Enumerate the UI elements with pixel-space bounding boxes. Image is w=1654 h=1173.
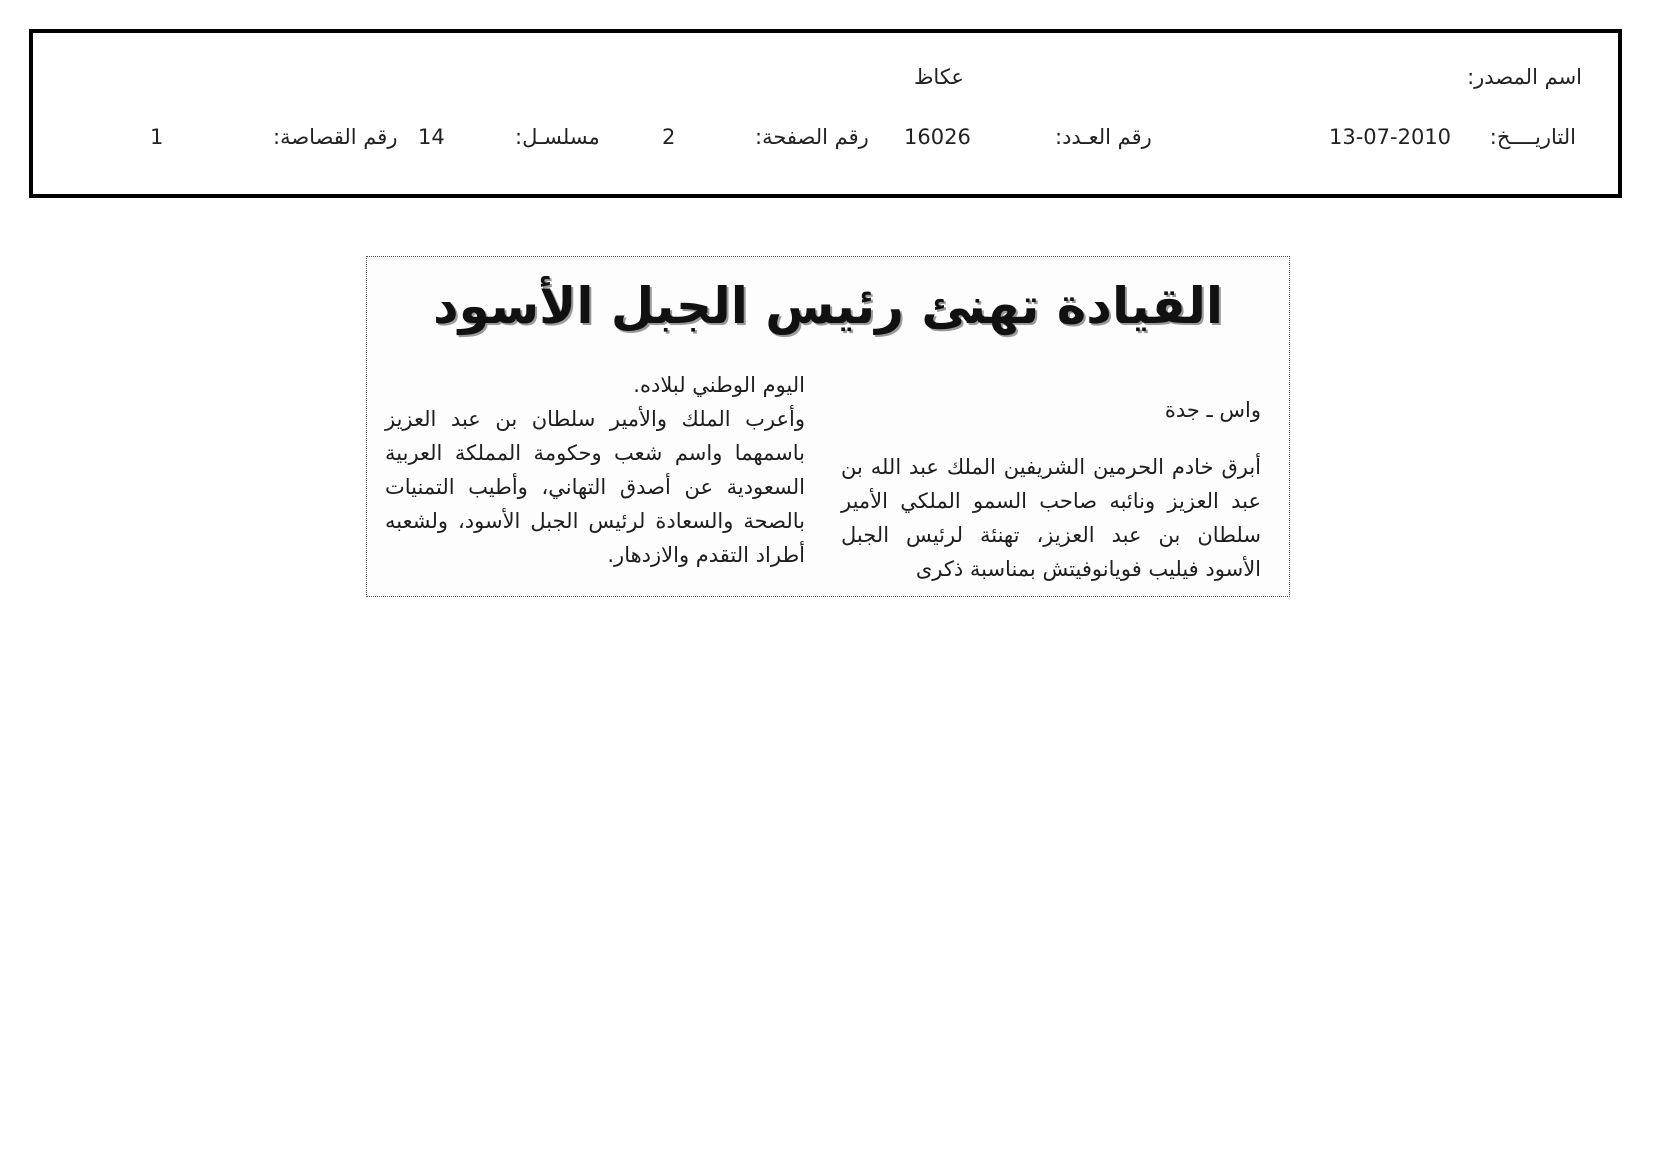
page-value: 2: [662, 125, 676, 149]
page-label: رقم الصفحة:: [755, 125, 869, 149]
date-label: التاريــــخ:: [1489, 125, 1576, 149]
date-value: 13-07-2010: [1329, 125, 1452, 149]
serial-value: 14: [418, 125, 445, 149]
issue-label: رقم العـدد:: [1055, 125, 1152, 149]
article-headline: القيادة تهنئ رئيس الجبل الأسود: [432, 277, 1224, 335]
issue-value: 16026: [904, 125, 971, 149]
article-body-left-lead: اليوم الوطني لبلاده.: [633, 373, 805, 397]
source-label: اسم المصدر:: [1467, 65, 1582, 89]
newspaper-clipping: [366, 256, 1290, 597]
clipping-metadata-box: [29, 29, 1622, 198]
article-column-left: [385, 368, 805, 572]
article-column-right: [841, 393, 1261, 586]
article-dateline: واس ـ جدة: [1164, 398, 1261, 422]
serial-label: مسلسـل:: [515, 125, 600, 149]
article-body-right: أبرق خادم الحرمين الشريفين الملك عبد الله بن عبد العزيز ونائبه صاحب السمو الملكي الأمير سلطان بن عبد العزيز، تهنئة لرئيس الجبل الأسود فيليب فويانوفيتش بمناسبة ذكرى: [841, 455, 1261, 581]
article-body-left: وأعرب الملك والأمير سلطان بن عبد العزيز باسمهما واسم شعب وحكومة المملكة العربية السعودية عن أصدق التهاني، وأطيب التمنيات بالصحة والسعادة لرئيس الجبل الأسود، ولشعبه أطراد التقدم والازدهار.: [385, 407, 805, 567]
clip-number-value: 1: [150, 125, 164, 149]
source-value: عكاظ: [914, 65, 964, 89]
clip-number-label: رقم القصاصة:: [273, 125, 398, 149]
